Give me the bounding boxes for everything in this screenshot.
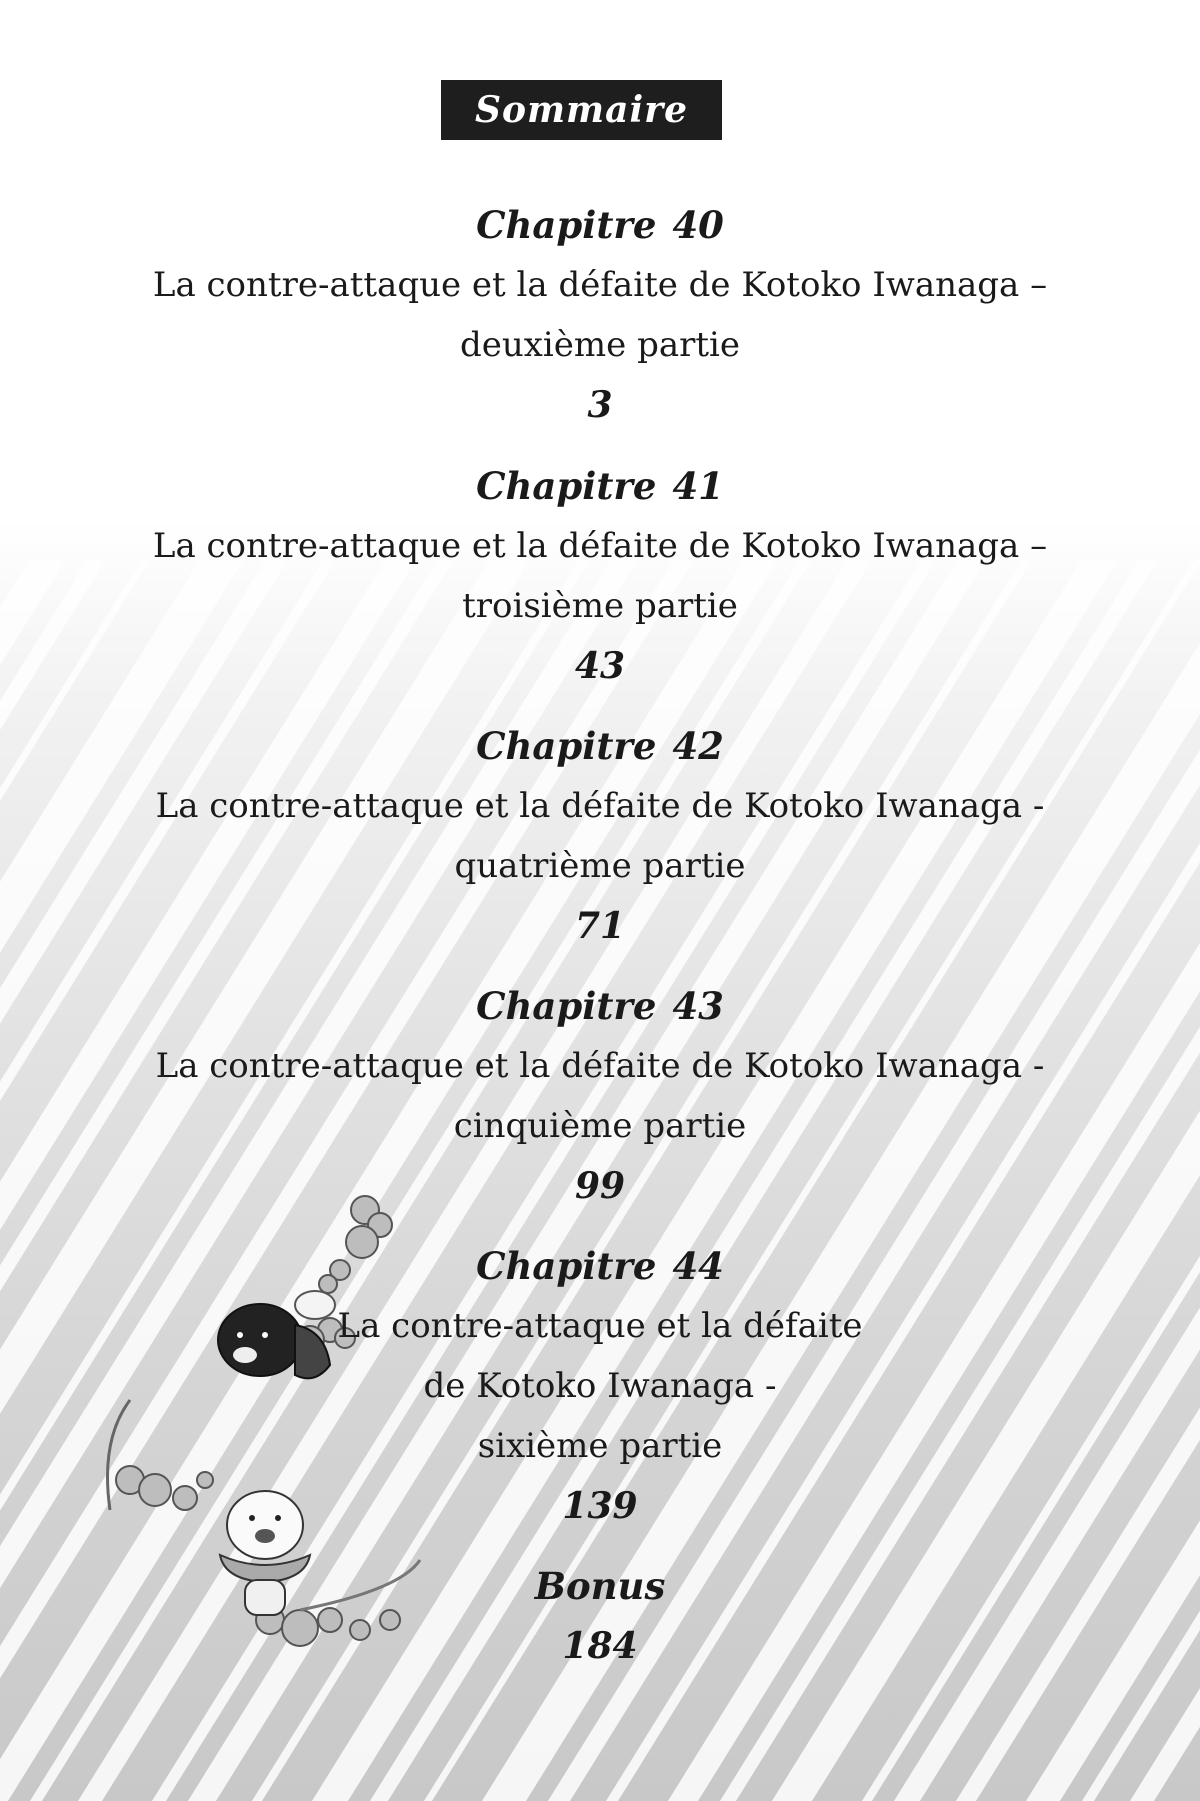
chapter-heading-word: Chapitre [476, 1244, 657, 1288]
chapter-title-line: quatrième partie [454, 846, 746, 886]
toc-entry [0, 1236, 1200, 1536]
chapter-heading-word: Chapitre [476, 464, 657, 508]
chapter-heading [0, 716, 1200, 776]
chapter-number: 40 [672, 203, 724, 247]
chapter-title-line: La contre-attaque et la défaite [337, 1306, 863, 1346]
toc-entry [0, 976, 1200, 1216]
page-title: Sommaire [441, 80, 722, 140]
chapter-title-line: cinquième partie [453, 1106, 747, 1146]
chapter-heading [0, 456, 1200, 516]
chapter-heading [0, 195, 1200, 255]
chapter-number: 43 [672, 984, 724, 1028]
chapter-number: 44 [672, 1244, 724, 1288]
toc-entry [0, 195, 1200, 435]
chapter-title-line: deuxième partie [459, 325, 741, 365]
chapter-title-line: La contre-attaque et la défaite de Kotoko Iwanaga – [152, 526, 1048, 566]
chapter-title-line: La contre-attaque et la défaite de Kotoko Iwanaga - [155, 1046, 1045, 1086]
chapter-heading-word: Chapitre [476, 724, 657, 768]
page-number: 99 [574, 1165, 626, 1207]
toc-entry [0, 456, 1200, 696]
page-number: 3 [587, 384, 613, 426]
chapter-heading [0, 1556, 1200, 1616]
chapter-number: 41 [672, 464, 724, 508]
chapter-title-line: de Kotoko Iwanaga - [423, 1366, 777, 1406]
toc-entry [0, 1556, 1200, 1676]
chapter-heading-word: Chapitre [476, 984, 657, 1028]
chapter-heading [0, 1236, 1200, 1296]
chapter-title-line: La contre-attaque et la défaite de Kotoko Iwanaga – [152, 265, 1048, 305]
chapter-heading-word: Chapitre [476, 203, 657, 247]
chapter-title-line: La contre-attaque et la défaite de Kotoko Iwanaga - [155, 786, 1045, 826]
page-number: 139 [562, 1485, 638, 1527]
page-number: 71 [574, 905, 626, 947]
toc-entry [0, 716, 1200, 956]
chapter-title-line: sixième partie [477, 1426, 723, 1466]
page-number: 184 [562, 1625, 638, 1667]
page-number: 43 [574, 645, 626, 687]
chapter-heading [0, 976, 1200, 1036]
chapter-number: 42 [672, 724, 724, 768]
chapter-title-line: troisième partie [462, 586, 738, 626]
chapter-heading-word: Bonus [534, 1564, 666, 1608]
